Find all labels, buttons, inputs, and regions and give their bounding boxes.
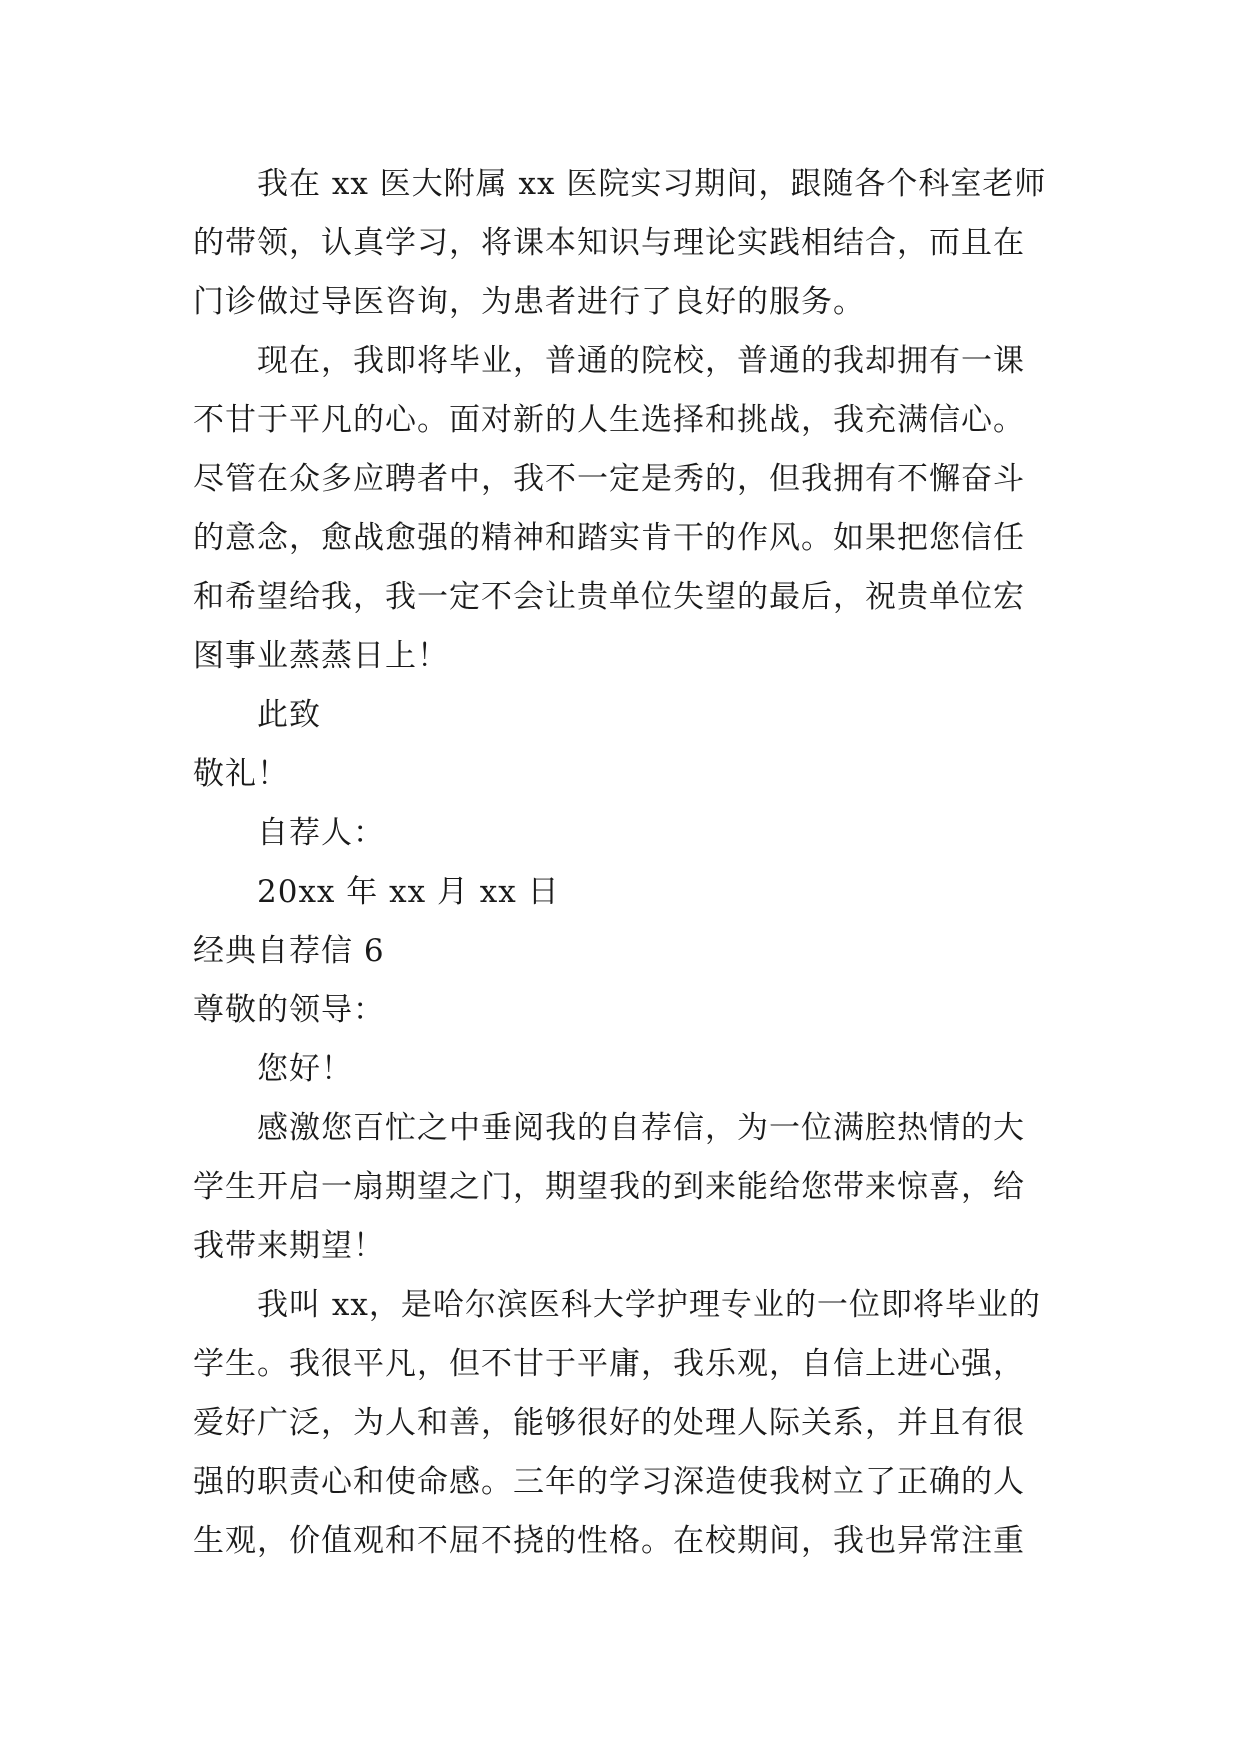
paragraph-line: 爱好广泛，为人和善，能够很好的处理人际关系，并且有很 <box>193 1405 1025 1441</box>
paragraph-line: 我在 xx 医大附属 xx 医院实习期间，跟随各个科室老师 <box>257 166 1047 202</box>
section-title: 经典自荐信 6 <box>193 933 385 969</box>
paragraph-line: 图事业蒸蒸日上！ <box>193 638 449 674</box>
paragraph-line: 强的职责心和使命感。三年的学习深造使我树立了正确的人 <box>193 1464 1025 1500</box>
paragraph-line: 现在，我即将毕业，普通的院校，普通的我却拥有一课 <box>257 343 1025 379</box>
greeting: 您好！ <box>257 1051 353 1087</box>
paragraph-line: 的意念，愈战愈强的精神和踏实肯干的作风。如果把您信任 <box>193 520 1025 556</box>
paragraph-line: 尽管在众多应聘者中，我不一定是秀的，但我拥有不懈奋斗 <box>193 461 1025 497</box>
paragraph-line: 我叫 xx，是哈尔滨医科大学护理专业的一位即将毕业的 <box>257 1287 1041 1323</box>
document-page <box>193 155 1053 1571</box>
paragraph-line: 门诊做过导医咨询，为患者进行了良好的服务。 <box>193 284 865 320</box>
closing-regards: 敬礼！ <box>193 756 289 792</box>
date-line: 20xx 年 xx 月 xx 日 <box>257 874 560 910</box>
paragraph-line: 生观，价值观和不屈不挠的性格。在校期间，我也异常注重 <box>193 1523 1025 1559</box>
paragraph-line: 学生。我很平凡，但不甘于平庸，我乐观，自信上进心强， <box>193 1346 1025 1382</box>
closing-salutation: 此致 <box>257 697 321 733</box>
greeting-recipient: 尊敬的领导： <box>193 992 385 1028</box>
signature-label: 自荐人： <box>257 815 385 851</box>
paragraph-line: 我带来期望！ <box>193 1228 385 1264</box>
paragraph-line: 的带领，认真学习，将课本知识与理论实践相结合，而且在 <box>193 225 1025 261</box>
paragraph-line: 学生开启一扇期望之门，期望我的到来能给您带来惊喜，给 <box>193 1169 1025 1205</box>
paragraph-line: 和希望给我，我一定不会让贵单位失望的最后，祝贵单位宏 <box>193 579 1025 615</box>
paragraph-line: 不甘于平凡的心。面对新的人生选择和挑战，我充满信心。 <box>193 402 1025 438</box>
paragraph-line: 感激您百忙之中垂阅我的自荐信，为一位满腔热情的大 <box>257 1110 1025 1146</box>
